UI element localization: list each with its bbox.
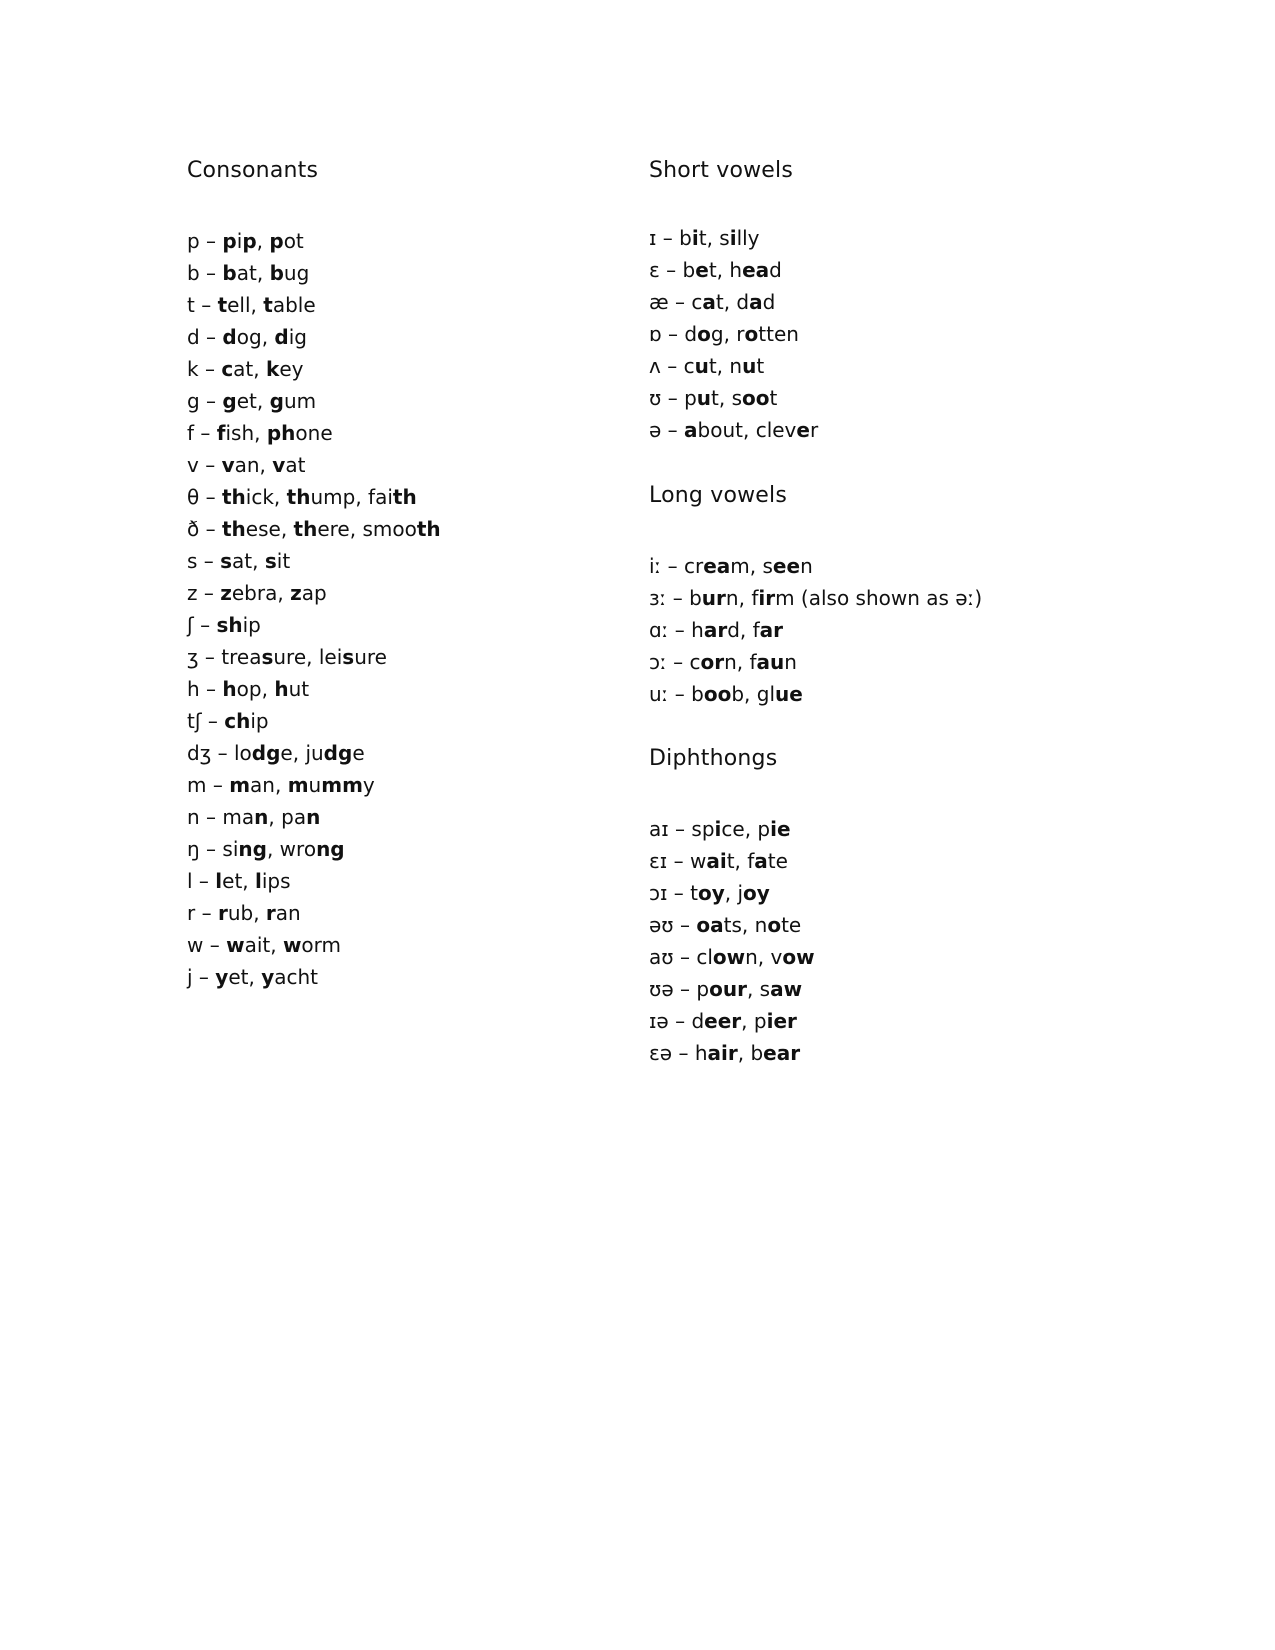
sound-entry: v – van, vat	[187, 453, 306, 477]
sound-entry: ɛɪ – wait, fate	[649, 849, 788, 873]
ipa-symbol: ɑː	[649, 618, 669, 642]
example-word: ran	[265, 901, 301, 925]
example-word: man	[229, 773, 275, 797]
ipa-symbol: ɜː	[649, 586, 667, 610]
example-word: clown	[696, 945, 758, 969]
example-word: mummy	[287, 773, 375, 797]
ipa-symbol: f	[187, 421, 195, 445]
ipa-symbol: ʃ	[187, 613, 194, 637]
ipa-symbol: əʊ	[649, 913, 674, 937]
sound-entry: ɛ – bet, head	[649, 258, 782, 282]
sound-entry: b – bat, bug	[187, 261, 310, 285]
sound-entry: əʊ – oats, note	[649, 913, 802, 937]
long-vowels-list	[649, 550, 982, 710]
ipa-symbol: ð	[187, 517, 200, 541]
ipa-symbol: ə	[649, 418, 662, 442]
example-word: wait	[689, 849, 735, 873]
example-word: head	[729, 258, 782, 282]
sound-entry: iː – cream, seen	[649, 554, 813, 578]
example-word: note	[754, 913, 802, 937]
example-word: bat	[222, 261, 257, 285]
sound-entry: l – let, lips	[187, 869, 291, 893]
sound-entry: uː – boob, glue	[649, 682, 803, 706]
example-word: oats	[696, 913, 742, 937]
example-word: yet	[215, 965, 249, 989]
ipa-symbol: ɪə	[649, 1009, 669, 1033]
example-word: sing	[222, 837, 267, 861]
example-word: pip	[222, 229, 257, 253]
example-word: glue	[756, 682, 803, 706]
example-word: zap	[290, 581, 327, 605]
example-word: bit	[679, 226, 707, 250]
example-word: dig	[274, 325, 307, 349]
example-word: gum	[269, 389, 317, 413]
sound-entry: ð – these, there, smooth	[187, 517, 441, 541]
ipa-symbol: iː	[649, 554, 662, 578]
example-word: clever	[755, 418, 819, 442]
example-word: ship	[216, 613, 261, 637]
example-word: boob	[691, 682, 745, 706]
entry-note: (also shown as əː)	[794, 586, 983, 610]
example-word: key	[266, 357, 304, 381]
sound-entry: ŋ – sing, wrong	[187, 837, 345, 861]
example-word: saw	[759, 977, 803, 1001]
example-word: thick	[221, 485, 274, 509]
example-word: hard	[691, 618, 740, 642]
example-word: bear	[750, 1041, 801, 1065]
example-word: vow	[770, 945, 815, 969]
example-word: faith	[368, 485, 417, 509]
example-word: seen	[762, 554, 813, 578]
example-word: pier	[753, 1009, 797, 1033]
sound-entry: ɜː – burn, firm (also shown as əː)	[649, 586, 983, 610]
example-word: fish	[216, 421, 255, 445]
example-word: far	[752, 618, 784, 642]
example-word: dad	[736, 290, 776, 314]
sound-entry: ɪ – bit, silly	[649, 226, 760, 250]
example-word: thump	[286, 485, 356, 509]
ipa-symbol: ɛə	[649, 1041, 673, 1065]
sound-entry: h – hop, hut	[187, 677, 310, 701]
ipa-symbol: aʊ	[649, 945, 674, 969]
example-word: lips	[255, 869, 291, 893]
ipa-symbol: l	[187, 869, 193, 893]
long-vowels-section	[649, 483, 982, 710]
example-word: get	[222, 389, 257, 413]
sound-entry: t – tell, table	[187, 293, 316, 317]
sound-entry: aɪ – spice, pie	[649, 817, 791, 841]
diphthongs-heading: Diphthongs	[649, 746, 778, 771]
example-word: lodge	[233, 741, 293, 765]
ipa-symbol: ʌ	[649, 354, 661, 378]
example-word: chip	[224, 709, 269, 733]
long-vowels-heading: Long vowels	[649, 483, 788, 508]
sound-entry: ʒ – treasure, leisure	[187, 645, 387, 669]
consonants-heading: Consonants	[187, 158, 319, 183]
example-word: hop	[222, 677, 262, 701]
example-word: table	[263, 293, 316, 317]
example-word: silly	[719, 226, 760, 250]
example-word: dog	[222, 325, 262, 349]
example-word: tell	[217, 293, 251, 317]
example-word: faun	[749, 650, 797, 674]
sound-entry: θ – thick, thump, faith	[187, 485, 417, 509]
example-word: joy	[737, 881, 770, 905]
ipa-symbol: aɪ	[649, 817, 669, 841]
example-word: judge	[305, 741, 365, 765]
example-word: burn	[689, 586, 739, 610]
example-word: these	[221, 517, 281, 541]
example-word: cut	[683, 354, 717, 378]
example-word: hut	[274, 677, 310, 701]
ipa-symbol: n	[187, 805, 200, 829]
sound-entry: k – cat, key	[187, 357, 304, 381]
sound-entry: ʊə – pour, saw	[649, 977, 803, 1001]
sound-entry: ɑː – hard, far	[649, 618, 784, 642]
sound-entry: g – get, gum	[187, 389, 317, 413]
example-word: wrong	[279, 837, 345, 861]
example-word: hair	[694, 1041, 738, 1065]
example-word: pie	[757, 817, 791, 841]
sound-entry: ɪə – deer, pier	[649, 1009, 797, 1033]
ipa-symbol: d	[187, 325, 200, 349]
example-word: rotten	[736, 322, 799, 346]
example-word: sit	[264, 549, 291, 573]
ipa-symbol: t	[187, 293, 195, 317]
example-word: bug	[269, 261, 310, 285]
sound-entry: ɔɪ – toy, joy	[649, 881, 770, 905]
consonants-list	[187, 225, 441, 993]
sound-entry: f – fish, phone	[187, 421, 333, 445]
short-vowels-heading: Short vowels	[649, 158, 794, 183]
example-word: cat	[221, 357, 254, 381]
ipa-symbol: h	[187, 677, 200, 701]
sound-entry: ɛə – hair, bear	[649, 1041, 801, 1065]
example-word: sat	[220, 549, 253, 573]
sound-entry: aʊ – clown, vow	[649, 945, 815, 969]
sound-entry: z – zebra, zap	[187, 581, 327, 605]
ipa-symbol: ɔɪ	[649, 881, 668, 905]
sound-entry: tʃ – chip	[187, 709, 269, 733]
example-word: cat	[691, 290, 724, 314]
example-word: phone	[266, 421, 333, 445]
ipa-symbol: m	[187, 773, 207, 797]
example-word: there	[293, 517, 350, 541]
ipa-symbol: æ	[649, 290, 669, 314]
example-word: van	[221, 453, 260, 477]
sound-entry: ɒ – dog, rotten	[649, 322, 799, 346]
example-word: soot	[731, 386, 778, 410]
example-word: treasure	[221, 645, 307, 669]
ipa-symbol: ɒ	[649, 322, 662, 346]
example-word: firm	[751, 586, 795, 610]
example-word: deer	[691, 1009, 742, 1033]
example-word: fate	[747, 849, 788, 873]
sound-entry: ʌ – cut, nut	[649, 354, 765, 378]
example-word: nut	[729, 354, 765, 378]
ipa-symbol: b	[187, 261, 200, 285]
sound-entry: ʃ – ship	[187, 613, 261, 637]
ipa-symbol: v	[187, 453, 199, 477]
ipa-symbol: p	[187, 229, 200, 253]
ipa-symbol: θ	[187, 485, 200, 509]
diphthongs-list	[649, 813, 815, 1069]
ipa-symbol: r	[187, 901, 196, 925]
ipa-symbol: ŋ	[187, 837, 200, 861]
short-vowels-section	[649, 158, 818, 446]
example-word: worm	[282, 933, 342, 957]
sound-entry: m – man, mummy	[187, 773, 375, 797]
example-word: bet	[682, 258, 717, 282]
example-word: put	[684, 386, 719, 410]
ipa-symbol: j	[187, 965, 193, 989]
sound-entry: ə – about, clever	[649, 418, 819, 442]
example-word: let	[215, 869, 243, 893]
example-word: toy	[690, 881, 725, 905]
sound-entry: n – man, pan	[187, 805, 321, 829]
example-word: leisure	[318, 645, 387, 669]
sound-entry: ʊ – put, soot	[649, 386, 778, 410]
ipa-symbol: ɔː	[649, 650, 667, 674]
example-word: zebra	[220, 581, 278, 605]
example-word: yacht	[261, 965, 319, 989]
ipa-symbol: uː	[649, 682, 669, 706]
example-word: corn	[689, 650, 737, 674]
ipa-symbol: dʒ	[187, 741, 212, 765]
example-word: pan	[281, 805, 321, 829]
example-word: dog	[684, 322, 724, 346]
sound-entry: ɔː – corn, faun	[649, 650, 797, 674]
ipa-symbol: ʊə	[649, 977, 674, 1001]
sound-entry: dʒ – lodge, judge	[187, 741, 365, 765]
example-word: pour	[696, 977, 747, 1001]
sound-entry: d – dog, dig	[187, 325, 307, 349]
sound-entry: j – yet, yacht	[187, 965, 319, 989]
ipa-symbol: ʒ	[187, 645, 199, 669]
ipa-symbol: g	[187, 389, 200, 413]
ipa-symbol: ɛ	[649, 258, 660, 282]
sound-entry: w – wait, worm	[187, 933, 342, 957]
ipa-symbol: s	[187, 549, 198, 573]
example-word: pot	[269, 229, 304, 253]
example-word: smooth	[362, 517, 441, 541]
sound-entry: r – rub, ran	[187, 901, 301, 925]
example-word: man	[222, 805, 269, 829]
ipa-symbol: w	[187, 933, 204, 957]
consonants-section	[187, 158, 441, 993]
example-word: spice	[691, 817, 745, 841]
example-word: rub	[217, 901, 254, 925]
sound-entry: æ – cat, dad	[649, 290, 776, 314]
example-word: vat	[272, 453, 306, 477]
ipa-symbol: z	[187, 581, 198, 605]
sound-entry: s – sat, sit	[187, 549, 291, 573]
example-word: cream	[684, 554, 750, 578]
ipa-symbol: ʊ	[649, 386, 662, 410]
example-word: about	[684, 418, 743, 442]
example-word: wait	[226, 933, 271, 957]
sound-entry: p – pip, pot	[187, 229, 304, 253]
ipa-symbol: ɛɪ	[649, 849, 668, 873]
diphthongs-section	[649, 746, 815, 1069]
ipa-symbol: k	[187, 357, 199, 381]
short-vowels-list	[649, 222, 818, 446]
ipa-symbol: ɪ	[649, 226, 657, 250]
ipa-symbol: tʃ	[187, 709, 202, 733]
